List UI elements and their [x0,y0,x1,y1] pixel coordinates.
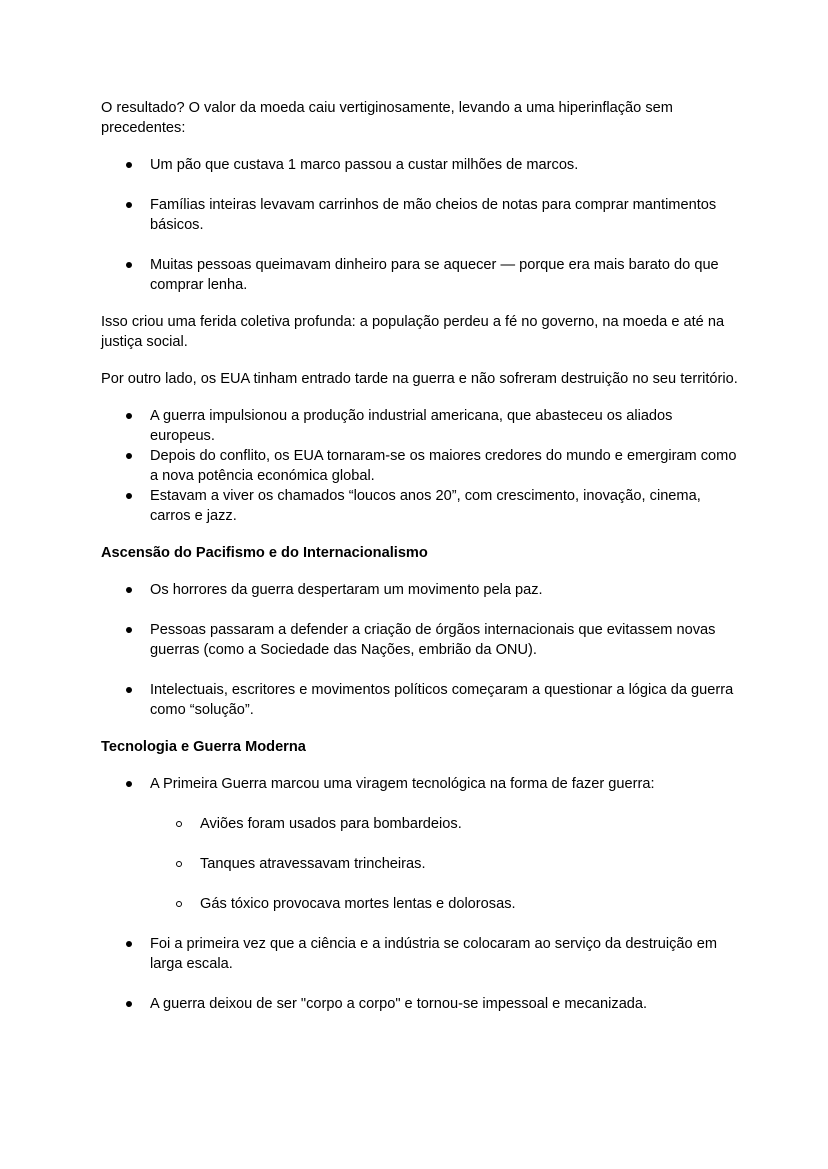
usa-list [101,406,741,526]
bullet-icon [126,453,132,459]
list-item: Pessoas passaram a defender a criação de órgãos internacionais que evitassem novas guerras (como a Sociedade das Nações, embrião da ONU). [101,620,741,660]
wound-paragraph: Isso criou uma ferida coletiva profunda: a população perdeu a fé no governo, na moeda e até na justiça social. [101,314,725,350]
bullet-icon [126,202,132,208]
bullet-icon [126,941,132,947]
pacifism-heading: Ascensão do Pacifismo e do Internacionalismo [101,545,428,561]
bullet-icon [126,413,132,419]
sublist-item: Gás tóxico provocava mortes lentas e dolorosas. [101,894,741,914]
bullet-icon [126,627,132,633]
list-item: A guerra impulsionou a produção industrial americana, que abasteceu os aliados europeus. [101,406,741,446]
list-item: Intelectuais, escritores e movimentos políticos começaram a questionar a lógica da guerra como “solução”. [101,680,741,720]
intro-paragraph: O resultado? O valor da moeda caiu vertiginosamente, levando a uma hiperinflação sem precedentes: [101,100,673,136]
hollow-bullet-icon [176,901,182,907]
pacifism-list [101,580,741,720]
bullet-icon [126,687,132,693]
bullet-icon [126,262,132,268]
bullet-icon [126,781,132,787]
sublist-item: Tanques atravessavam trincheiras. [101,854,741,874]
technology-list [101,774,741,1014]
list-item: Estavam a viver os chamados “loucos anos 20”, com crescimento, inovação, cinema, carros e jazz. [101,486,741,526]
list-item: Muitas pessoas queimavam dinheiro para se aquecer — porque era mais barato do que comprar lenha. [101,255,741,295]
hollow-bullet-icon [176,861,182,867]
bullet-icon [126,1001,132,1007]
list-item: Foi a primeira vez que a ciência e a indústria se colocaram ao serviço da destruição em larga escala. [101,934,741,974]
list-item: A Primeira Guerra marcou uma viragem tecnológica na forma de fazer guerra: Aviões foram usados para bombardeios. Tanques atravessavam trincheiras. Gás tóxico provocava mortes lentas e dolorosas. [101,774,741,914]
list-item: A guerra deixou de ser "corpo a corpo" e tornou-se impessoal e mecanizada. [101,994,741,1014]
list-item: Os horrores da guerra despertaram um movimento pela paz. [101,580,741,600]
list-item: Um pão que custava 1 marco passou a custar milhões de marcos. [101,155,741,175]
list-item: Depois do conflito, os EUA tornaram-se os maiores credores do mundo e emergiram como a nova potência económica global. [101,446,741,486]
list-item: Famílias inteiras levavam carrinhos de mão cheios de notas para comprar mantimentos básicos. [101,195,741,235]
bullet-icon [126,587,132,593]
technology-sublist [150,814,741,914]
hollow-bullet-icon [176,821,182,827]
usa-paragraph: Por outro lado, os EUA tinham entrado tarde na guerra e não sofreram destruição no seu território. [101,371,738,387]
bullet-icon [126,493,132,499]
document-page [101,98,741,1031]
sublist-item: Aviões foram usados para bombardeios. [101,814,741,834]
technology-heading: Tecnologia e Guerra Moderna [101,739,306,755]
bullet-icon [126,162,132,168]
hyperinflation-list [101,155,741,295]
